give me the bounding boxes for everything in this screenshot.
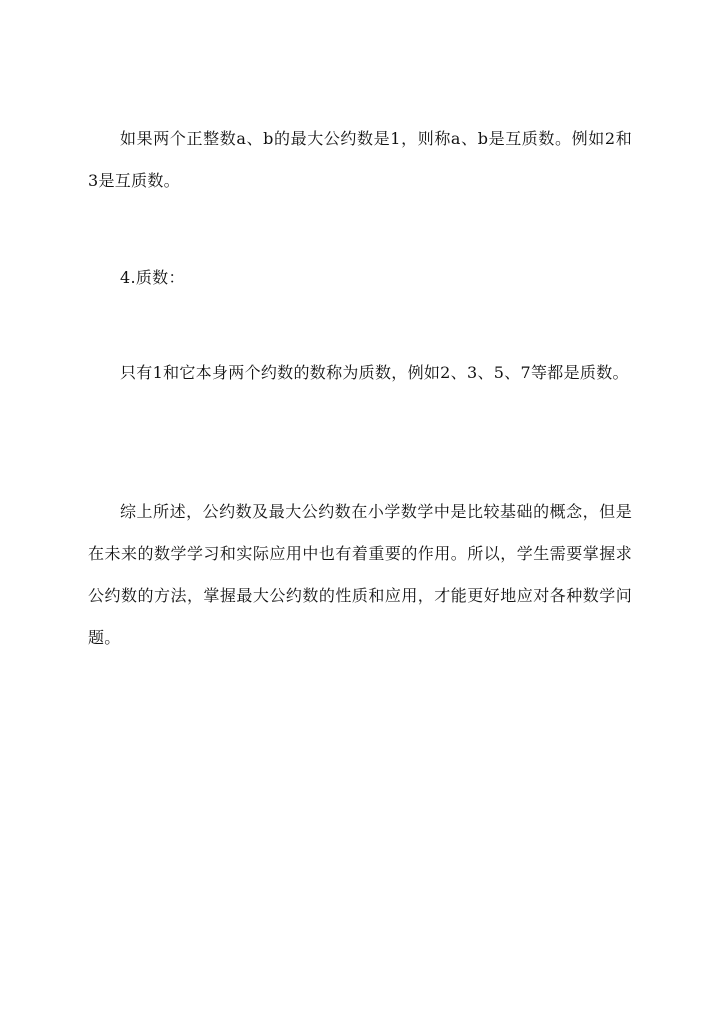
paragraph-prime-definition: 只有1和它本身两个约数的数称为质数，例如2、3、5、7等都是质数。 [120, 363, 629, 382]
paragraph-summary: 综上所述，公约数及最大公约数在小学数学中是比较基础的概念，但是在未来的数学学习和实际应用中也有着重要的作用。所以，学生需要掌握求公约数的方法，掌握最大公约数的性质和应用，才能更好地应对各种数学问题。 [88, 502, 632, 647]
section-heading-prime: 4.质数： [120, 268, 185, 287]
paragraph-coprime-definition: 如果两个正整数a、b的最大公约数是1，则称a、b是互质数。例如2和3是互质数。 [88, 129, 632, 190]
